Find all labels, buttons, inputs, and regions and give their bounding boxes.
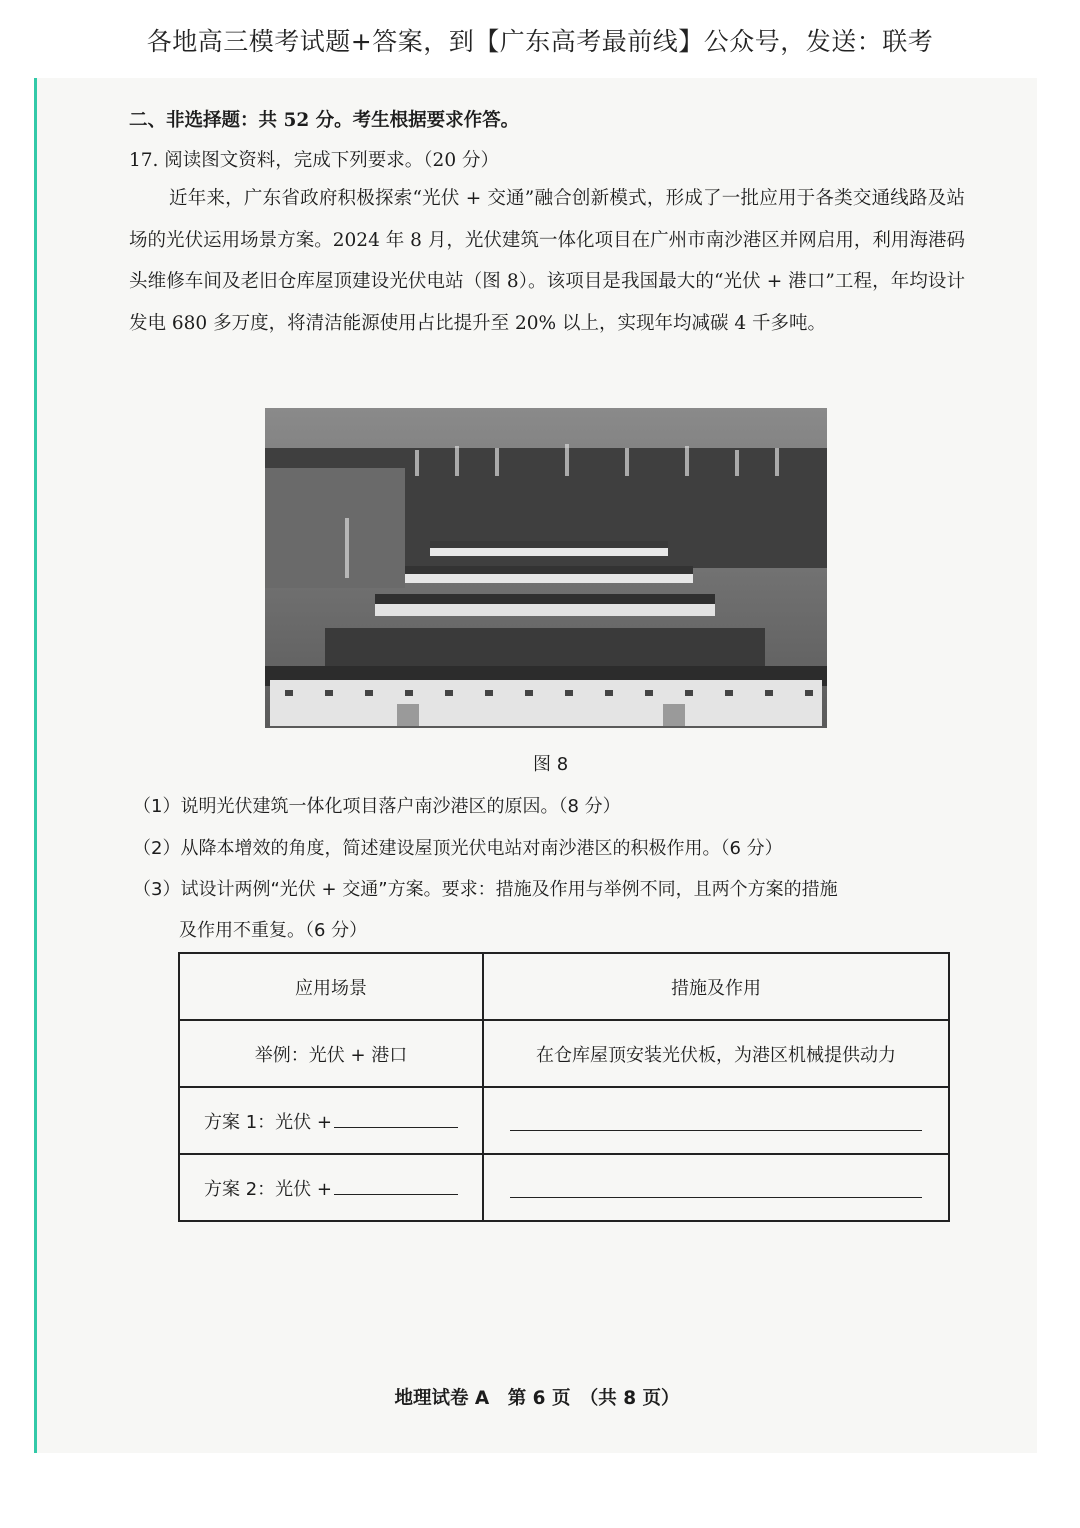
table-header-row: [179, 953, 949, 1020]
exam-page: [34, 78, 1037, 1453]
plan-1-scene-cell: [179, 1087, 483, 1154]
subquestion-3-continued: 及作用不重复。（6 分）: [179, 920, 368, 941]
plan-1-scene-blank[interactable]: [334, 1109, 458, 1128]
plan-1-measure-blank[interactable]: [510, 1130, 922, 1131]
answer-table: [178, 952, 950, 1222]
section-heading: 二、非选择题：共 52 分。考生根据要求作答。: [129, 110, 520, 131]
table-row-plan-1: [179, 1087, 949, 1154]
page-footer: 地理试卷 A 第 6 页 （共 8 页）: [394, 1388, 680, 1409]
plan-2-measure-cell: [483, 1154, 949, 1221]
plan-2-scene-blank[interactable]: [334, 1176, 458, 1195]
subquestion-3: （3）试设计两例“光伏 + 交通”方案。要求：措施及作用与举例不同，且两个方案的措施: [133, 879, 838, 900]
promo-banner: 各地高三模考试题+答案，到【广东高考最前线】公众号，发送：联考: [146, 27, 934, 56]
example-measure: 在仓库屋顶安装光伏板，为港区机械提供动力: [483, 1020, 949, 1087]
subquestion-2: （2）从降本增效的角度，简述建设屋顶光伏电站对南沙港区的积极作用。（6 分）: [133, 838, 783, 859]
table-row-example: [179, 1020, 949, 1087]
plan-1-label: 方案 1：光伏 +: [204, 1111, 332, 1133]
plan-2-scene-cell: [179, 1154, 483, 1221]
table-row-plan-2: [179, 1154, 949, 1221]
subquestion-1: （1）说明光伏建筑一体化项目落户南沙港区的原因。（8 分）: [133, 796, 621, 817]
header-scene: 应用场景: [179, 953, 483, 1020]
figure-8-photo: [265, 408, 827, 728]
plan-1-measure-cell: [483, 1087, 949, 1154]
question-number-line: 17. 阅读图文资料，完成下列要求。（20 分）: [129, 150, 499, 171]
example-scene: 举例：光伏 + 港口: [179, 1020, 483, 1087]
plan-2-measure-blank[interactable]: [510, 1197, 922, 1198]
question-passage: 近年来，广东省政府积极探索“光伏 + 交通”融合创新模式，形成了一批应用于各类交通线路及站场的光伏运用场景方案。2024 年 8 月，光伏建筑一体化项目在广州市南沙港区并网启用，利用海港码头维修车间及老旧仓库屋顶建设光伏电站（图 8）。该项目是我国最大的“光伏 + 港口”工程，年均设计发电 680 多万度，将清洁能源使用占比提升至 20% 以上，实现年均减碳 4 千多吨。: [129, 188, 965, 334]
plan-2-label: 方案 2：光伏 +: [204, 1178, 332, 1200]
header-measure: 措施及作用: [483, 953, 949, 1020]
figure-caption: 图 8: [533, 754, 569, 775]
